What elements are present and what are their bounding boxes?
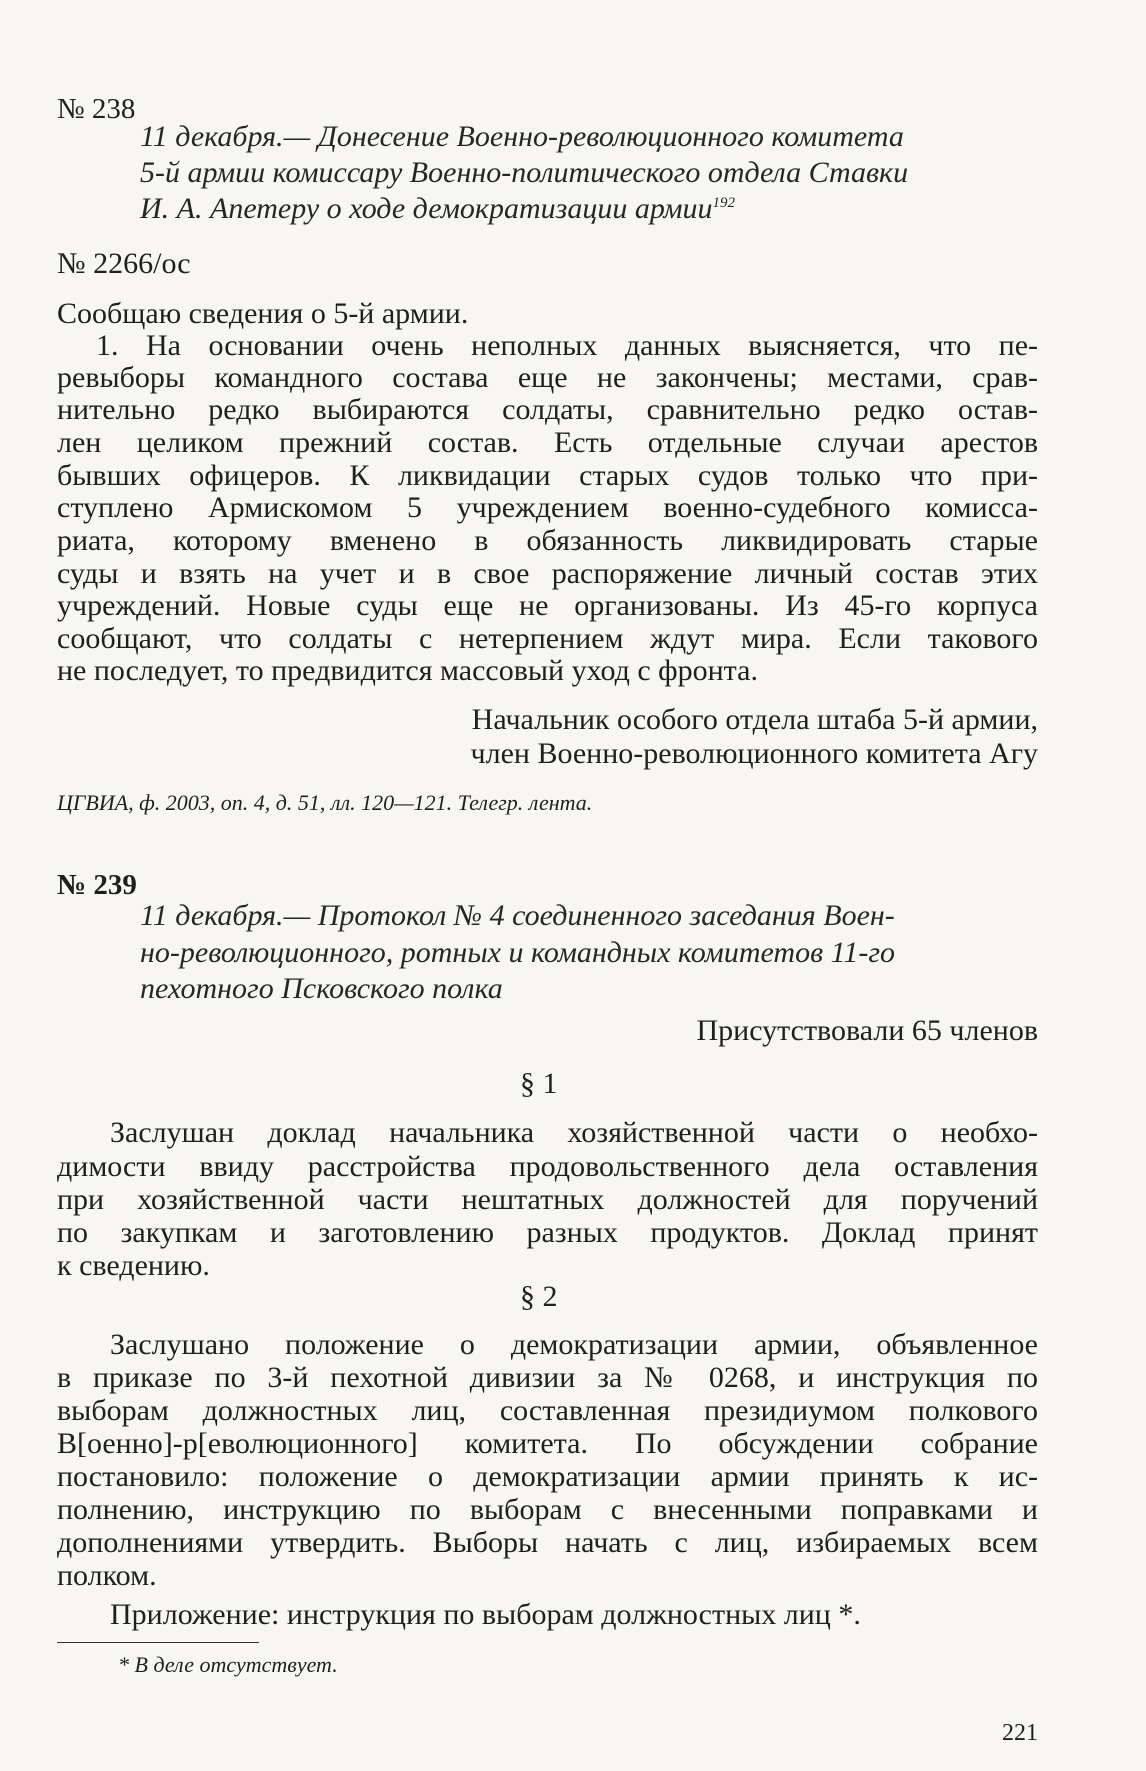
doc238-signature-line: член Военно-революционного комитета Агу	[470, 737, 1038, 770]
footnote-ref-192: 192	[712, 195, 735, 211]
footnote-text: * В деле отсутствует.	[118, 1652, 338, 1677]
section-2-line: дополнениями утвердить. Выборы начать с лиц, избираемых всем	[57, 1526, 1038, 1559]
section-2-line: полком.	[57, 1559, 157, 1592]
doc239-heading-line: 11 декабря.— Протокол № 4 соединенного заседания Воен-	[140, 899, 895, 932]
doc239-appendix: Приложение: инструкция по выборам должностных лиц *.	[110, 1598, 861, 1631]
section-1-line: димости ввиду расстройства продовольственного дела оставления	[57, 1150, 1038, 1183]
section-1-title: § 1	[520, 1067, 558, 1100]
doc238-text-line: 1. На основании очень неполных данных выясняется, что пе-	[96, 329, 1038, 362]
section-2-line: В[оенно]-р[еволюционного] комитета. По обсуждении собрание	[57, 1427, 1038, 1460]
doc239-attendance: Присутствовали 65 членов	[696, 1014, 1038, 1047]
section-2-line: выборам должностных лиц, составленная президиумом полкового	[57, 1394, 1038, 1427]
section-2-line: полнению, инструкцию по выборам с внесенными поправками и	[57, 1493, 1038, 1526]
section-2-title: § 2	[520, 1280, 558, 1313]
section-1-line: по закупкам и заготовлению разных продуктов. Доклад принят	[57, 1216, 1038, 1249]
doc238-intro: Сообщаю сведения о 5-й армии.	[57, 297, 469, 330]
doc238-number: № 238	[57, 93, 136, 125]
doc238-text-line: не последует, то предвидится массовый уход с фронта.	[57, 654, 758, 687]
doc239-number: № 239	[57, 869, 137, 901]
doc238-ref-number: № 2266/ос	[57, 247, 191, 280]
doc238-archive-source: ЦГВИА, ф. 2003, оп. 4, д. 51, лл. 120—121. Телегр. лента.	[57, 790, 593, 815]
footnote-rule	[57, 1642, 259, 1643]
section-1-line: при хозяйственной части нештатных должностей для поручений	[57, 1183, 1038, 1216]
doc238-signature-line: Начальник особого отдела штаба 5-й армии,	[471, 703, 1038, 736]
section-1-line: Заслушан доклад начальника хозяйственной части о необхо-	[110, 1116, 1038, 1149]
section-2-line: в приказе по 3-й пехотной дивизии за № 0268, и инструкция по	[57, 1361, 1038, 1394]
doc238-text-line: бывших офицеров. К ликвидации старых судов только что при-	[57, 459, 1038, 492]
doc238-heading-line: 11 декабря.— Донесение Военно-революционного комитета	[140, 120, 904, 153]
doc238-text-line: сообщают, что солдаты с нетерпением ждут мира. Если такового	[57, 622, 1038, 655]
doc238-text-line: риата, которому вменено в обязанность ликвидировать старые	[57, 524, 1038, 557]
doc238-text-line: учреждений. Новые суды еще не организованы. Из 45-го корпуса	[57, 589, 1038, 622]
page-number: 221	[1002, 1720, 1038, 1746]
doc238-heading-line: 5-й армии комиссару Военно-политического отдела Ставки	[140, 156, 909, 189]
doc239-heading-line: но-революционного, ротных и командных комитетов 11-го	[140, 936, 896, 969]
doc238-text-line: лен целиком прежний состав. Есть отдельные случаи арестов	[57, 426, 1038, 459]
section-2-line: Заслушано положение о демократизации армии, объявленное	[110, 1328, 1038, 1361]
section-2-line: постановило: положение о демократизации армии принять к ис-	[57, 1460, 1038, 1493]
section-1-line: к сведению.	[57, 1249, 210, 1282]
doc238-text-line: нительно редко выбираются солдаты, сравнительно редко остав-	[57, 393, 1038, 426]
doc239-heading-line: пехотного Псковского полка	[140, 972, 503, 1005]
doc238-text-line: суды и взять на учет и в свое распоряжение личный состав этих	[57, 557, 1038, 590]
doc238-text-line: ступлено Армискомом 5 учреждением военно-судебного комисса-	[57, 491, 1038, 524]
doc238-heading-line: И. А. Апетеру о ходе демократизации армии$^{192}$	[140, 192, 735, 225]
doc238-text-line: ревыборы командного состава еще не закончены; местами, срав-	[57, 361, 1038, 394]
